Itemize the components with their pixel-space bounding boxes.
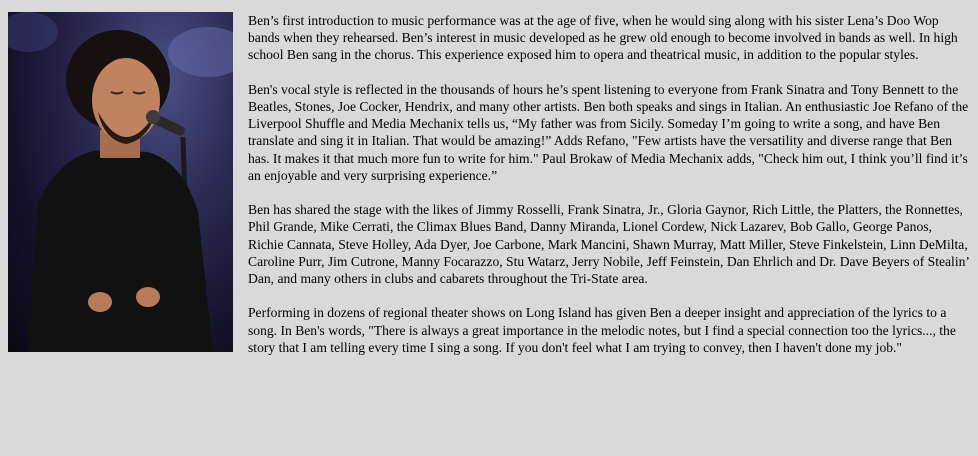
bio-paragraph-2: Ben's vocal style is reflected in the thousands of hours he’s spent listening to everyone from Frank Sinatra and Tony Bennett to the Beatles, Stones, Joe Cocker, Hendrix, and many other artists. Ben both speaks and sings in Italian. An enthusiastic Joe Refano of the Liverpool Shuffle and Media Mechanix tells us, “My father was from Sicily. Someday I’m going to write a song, and have Ben translate and sing it in Italian. That would be amazing!” Adds Refano, "Few artists have the versatility and diverse range that Ben has. It makes it that much more fun to write for him." Paul Brokaw of Media Mechanix adds, "Check him out, I think you’ll find it’s an enjoyable and very surprising experience.” [248, 81, 969, 183]
bio-paragraph-4: Performing in dozens of regional theater shows on Long Island has given Ben a deeper insight and appreciation of the lyrics to a song. In Ben's words, "There is always a great importance in the melodic notes, but I find a special connection too the lyrics..., the story that I am telling every time I sing a song. If you don't feel what I am trying to convey, then I haven't done my job." [248, 305, 956, 355]
bio-paragraph-1: Ben’s first introduction to music performance was at the age of five, when he would sing along with his sister Lena’s Doo Wop bands when they rehearsed. Ben’s interest in music developed as he grew old enough to become involved in bands as well. In high school Ben sang in the chorus. This experience exposed him to opera and theatrical music, in addition to the popular styles. [248, 13, 958, 63]
bio-paragraph-3: Ben has shared the stage with the likes of Jimmy Rosselli, Frank Sinatra, Jr., Gloria Gaynor, Rich Little, the Platters, the Ronnettes, Phil Grande, Mike Cerrati, the Climax Blues Band, Danny Miranda, Lionel Cordew, Nick Lazarev, Bob Gallo, George Panos, Richie Cannata, Steve Holley, Ada Dyer, Joe Carbone, Mark Mancini, Shawn Murray, Matt Miller, Steve Finkelstein, Linn DeMilta, Caroline Purr, Jim Cutrone, Manny Focarazzo, Stu Watarz, Jerry Nobile, Jeff Feinstein, Dan Ehrlich and Dr. Dave Beyers of Stealin’ Dan, and many others in clubs and cabarets throughout the Tri-State area. [248, 202, 969, 287]
performer-photo [8, 12, 233, 352]
bio-text [248, 12, 970, 373]
singer-illustration [8, 12, 233, 352]
